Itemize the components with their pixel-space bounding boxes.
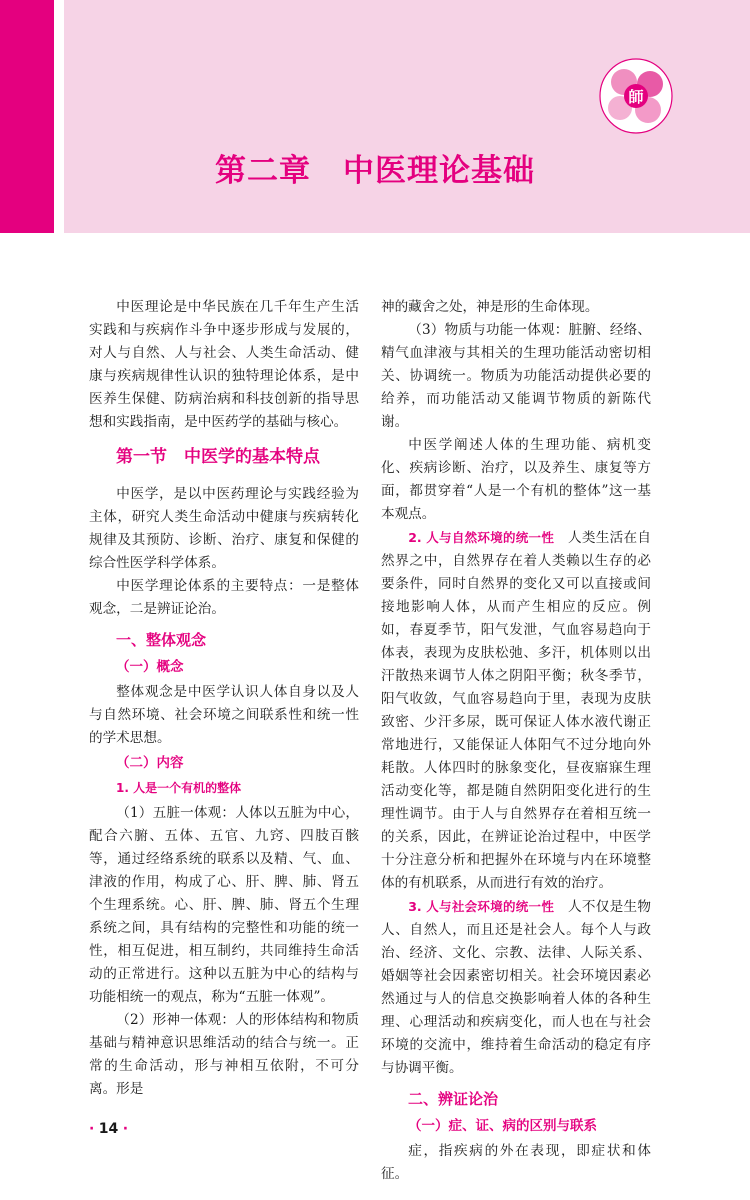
paragraph: （1）五脏一体观：人体以五脏为中心，配合六腑、五体、五官、九窍、四肢百骸等，通过经络系统的联系以及精、气、血、津液的作用，构成了心、肝、脾、肺、肾五个生理系统。心、肝、脾、肺、肾五个生理系统之间，具有结构的完整性和功能的统一性，相互促进，相互制约，共同维持生命活动的正常进行。这种以五脏为中心的结构与功能相统一的观点，称为“五脏一体观”。: [89, 805, 359, 1005]
paragraph: （2）形神一体观：人的形体结构和物质基础与精神意识思维活动的结合与统一。正常的生命活动，形与神相互依附，不可分离。形是: [89, 1012, 359, 1097]
heading-content: （二）内容: [116, 755, 184, 771]
intro-paragraph: 中医理论是中华民族在几千年生产生活实践和与疾病作斗争中逐步形成与发展的，对人与自然、人与社会、人类生命活动、健康与疾病规律性认识的独特理论体系，是中医养生保健、防病治病和科技创新的指导思想和实践指南，是中医药学的基础与核心。: [89, 299, 359, 430]
paragraph: 中医学理论体系的主要特点：一是整体观念，二是辨证论治。: [89, 578, 359, 617]
heading-syndrome-differentiation: 二、辨证论治: [408, 1090, 499, 1108]
right-column: [381, 296, 651, 1186]
section-title: 第一节 中医学的基本特点: [116, 447, 320, 467]
page-number-value: 14: [98, 1121, 119, 1137]
heading-distinction: （一）症、证、病的区别与联系: [408, 1118, 597, 1134]
paragraph: 症，指疾病的外在表现，即症状和体征。: [381, 1143, 651, 1182]
lead-heading-society: 3. 人与社会环境的统一性: [408, 899, 555, 914]
page-dot: ·: [122, 1121, 129, 1137]
header-divider: [54, 0, 64, 233]
paragraph-nature: [381, 526, 651, 895]
lead-heading-nature: 2. 人与自然环境的统一性: [408, 530, 555, 545]
paragraph: （3）物质与功能一体观：脏腑、经络、精气血津液与其相关的生理功能活动密切相关、协调统一。物质为功能活动提供必要的给养，而功能活动又能调节物质的新陈代谢。: [381, 322, 651, 430]
paragraph: 整体观念是中医学认识人体自身以及人与自然环境、社会环境之间联系性和统一性的学术思想。: [89, 684, 359, 746]
chapter-color-bar: [0, 0, 54, 233]
paragraph: 中医学阐述人体的生理功能、病机变化、疾病诊断、治疗，以及养生、康复等方面，都贯穿着“人是一个有机的整体”这一基本观点。: [381, 437, 651, 522]
paragraph-text: 人不仅是生物人、自然人，而且还是社会人。每个人与政治、经济、文化、宗教、法律、人际关系、婚姻等社会因素密切相关。社会环境因素必然通过与人的信息交换影响着人体的各种生理、心理活动和疾病变化，而人也在与社会环境的交流中，维持着生命活动的稳定有序与协调平衡。: [381, 899, 652, 1076]
paragraph: 中医学，是以中医药理论与实践经验为主体，研究人类生命活动中健康与疾病转化规律及其预防、诊断、治疗、康复和保健的综合性医学科学体系。: [89, 486, 359, 571]
paragraph: 神的藏舍之处，神是形的生命体现。: [381, 299, 599, 315]
emblem-logo: [598, 58, 674, 134]
paragraph-society: [381, 895, 651, 1080]
page-number: [89, 1121, 128, 1137]
left-column: [89, 296, 359, 1101]
page-dot: ·: [89, 1121, 95, 1137]
heading-concept: （一）概念: [116, 659, 184, 675]
heading-holism: 一、整体观念: [116, 631, 207, 649]
chapter-title: 第二章 中医理论基础: [215, 153, 535, 189]
svg-text:師: 師: [628, 88, 644, 106]
paragraph-text: 人类生活在自然界之中，自然界存在着人类赖以生存的必要条件，同时自然界的变化又可以直接或间接地影响人体，从而产生相应的反应。例如，春夏季节，阳气发泄，气血容易趋向于体表，表现为皮肤松弛、多汗，机体则以出汗散热来调节人体之阴阳平衡；秋冬季节，阳气收敛，气血容易趋向于里，表现为皮肤致密、少汗多尿，既可保证人体水液代谢正常地进行，又能保证人体阳气不过分地向外耗散。人体四时的脉象变化，昼夜寤寐生理活动变化等，都是随自然阴阳变化进行的生理性调节。由于人与自然界存在着相互统一的关系，因此，在辨证论治过程中，中医学十分注意分析和把握外在环境与内在环境整体的有机联系，从而进行有效的治疗。: [381, 530, 652, 891]
heading-organic-whole: 1. 人是一个有机的整体: [116, 781, 242, 795]
